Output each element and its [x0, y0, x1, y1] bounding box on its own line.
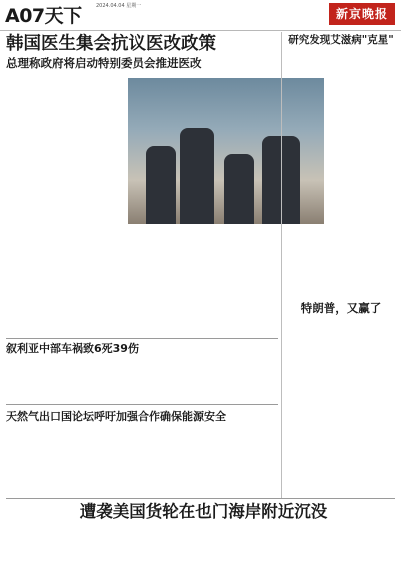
section-divider: [6, 404, 278, 405]
lead-headline: 韩国医生集会抗议医改政策: [6, 34, 216, 54]
column-divider: [281, 32, 282, 498]
newspaper-logo: 新京晚报: [329, 3, 395, 25]
story-c-headline: 遭袭美国货轮在也门海岸附近沉没: [79, 502, 328, 521]
story-b-headline: 天然气出口国论坛呼吁加强合作确保能源安全: [6, 410, 226, 423]
side-story-top-body: [287, 50, 395, 290]
side-story-bottom-body: [287, 318, 395, 490]
lead-subhead: 总理称政府将启动特别委员会推进医改: [6, 56, 202, 70]
section-divider: [6, 498, 395, 499]
section-divider: [6, 338, 278, 339]
story-a-headline: 叙利亚中部车祸致6死39伤: [6, 342, 139, 355]
side-story-top-headline: 研究发现艾滋病"克星": [288, 34, 394, 46]
story-c-body: [6, 524, 395, 580]
masthead: [0, 0, 401, 31]
dateline: 2024.04.04 星期一: [96, 3, 142, 9]
side-story-bottom-headline: 特朗普，又赢了: [300, 301, 382, 315]
lead-body: [6, 86, 122, 334]
story-b-body: [6, 426, 278, 494]
story-a-body: [6, 358, 278, 400]
page-label: A07天下: [5, 5, 82, 27]
